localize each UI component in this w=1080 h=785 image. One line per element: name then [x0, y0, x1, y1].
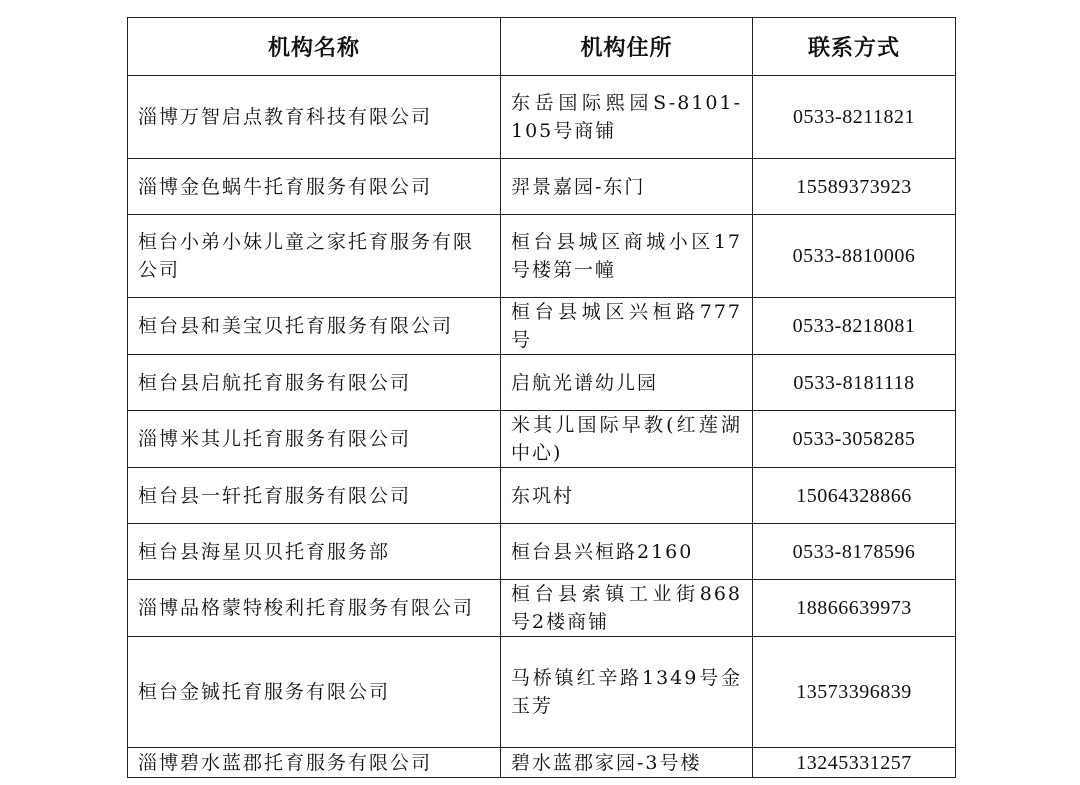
contact-phone-cell: 0533-3058285: [753, 411, 956, 468]
contact-phone-cell: 0533-8810006: [753, 215, 956, 298]
contact-phone-cell: 13573396839: [753, 637, 956, 748]
table-row: [128, 524, 956, 580]
table-row: [128, 159, 956, 215]
contact-phone-cell: 0533-8181118: [753, 355, 956, 411]
institution-address-cell: 马桥镇红辛路1349号金玉芳: [501, 637, 753, 748]
table-row: [128, 468, 956, 524]
institution-name-cell: 桓台县和美宝贝托育服务有限公司: [128, 298, 501, 355]
institution-address-cell: 桓台县城区商城小区17号楼第一幢: [501, 215, 753, 298]
table-row: [128, 76, 956, 159]
institution-address-cell: 东巩村: [501, 468, 753, 524]
institution-address-cell: 桓台县索镇工业街868号2楼商铺: [501, 580, 753, 637]
institution-name-cell: 桓台小弟小妹儿童之家托育服务有限公司: [128, 215, 501, 298]
contact-phone-cell: 0533-8211821: [753, 76, 956, 159]
institution-address-cell: 桓台县兴桓路2160: [501, 524, 753, 580]
contact-phone-cell: 13245331257: [753, 748, 956, 778]
header-institution-address: 机构住所: [501, 18, 753, 76]
institution-name-cell: 淄博万智启点教育科技有限公司: [128, 76, 501, 159]
contact-phone-cell: 0533-8178596: [753, 524, 956, 580]
institution-address-cell: 碧水蓝郡家园-3号楼: [501, 748, 753, 778]
institution-name-cell: 桓台县一轩托育服务有限公司: [128, 468, 501, 524]
contact-phone-cell: 15589373923: [753, 159, 956, 215]
institution-address-cell: 东岳国际熙园S-8101-105号商铺: [501, 76, 753, 159]
header-institution-name: 机构名称: [128, 18, 501, 76]
table-row: [128, 298, 956, 355]
institution-name-cell: 桓台县启航托育服务有限公司: [128, 355, 501, 411]
contact-phone-cell: 18866639973: [753, 580, 956, 637]
institution-table: [127, 17, 956, 778]
table-row: [128, 355, 956, 411]
institution-name-cell: 桓台县海星贝贝托育服务部: [128, 524, 501, 580]
table-row: [128, 580, 956, 637]
institution-name-cell: 淄博品格蒙特梭利托育服务有限公司: [128, 580, 501, 637]
institution-address-cell: 启航光谱幼儿园: [501, 355, 753, 411]
contact-phone-cell: 15064328866: [753, 468, 956, 524]
contact-phone-cell: 0533-8218081: [753, 298, 956, 355]
table-row: [128, 411, 956, 468]
institution-name-cell: 淄博碧水蓝郡托育服务有限公司: [128, 748, 501, 778]
institution-table-container: [127, 17, 955, 778]
institution-address-cell: 桓台县城区兴桓路777号: [501, 298, 753, 355]
institution-address-cell: 米其儿国际早教(红莲湖中心): [501, 411, 753, 468]
header-contact: 联系方式: [753, 18, 956, 76]
institution-name-cell: 桓台金铖托育服务有限公司: [128, 637, 501, 748]
institution-name-cell: 淄博米其儿托育服务有限公司: [128, 411, 501, 468]
table-row: [128, 215, 956, 298]
table-row: [128, 748, 956, 778]
institution-address-cell: 羿景嘉园-东门: [501, 159, 753, 215]
table-header-row: [128, 18, 956, 76]
institution-name-cell: 淄博金色蜗牛托育服务有限公司: [128, 159, 501, 215]
table-row: [128, 637, 956, 748]
